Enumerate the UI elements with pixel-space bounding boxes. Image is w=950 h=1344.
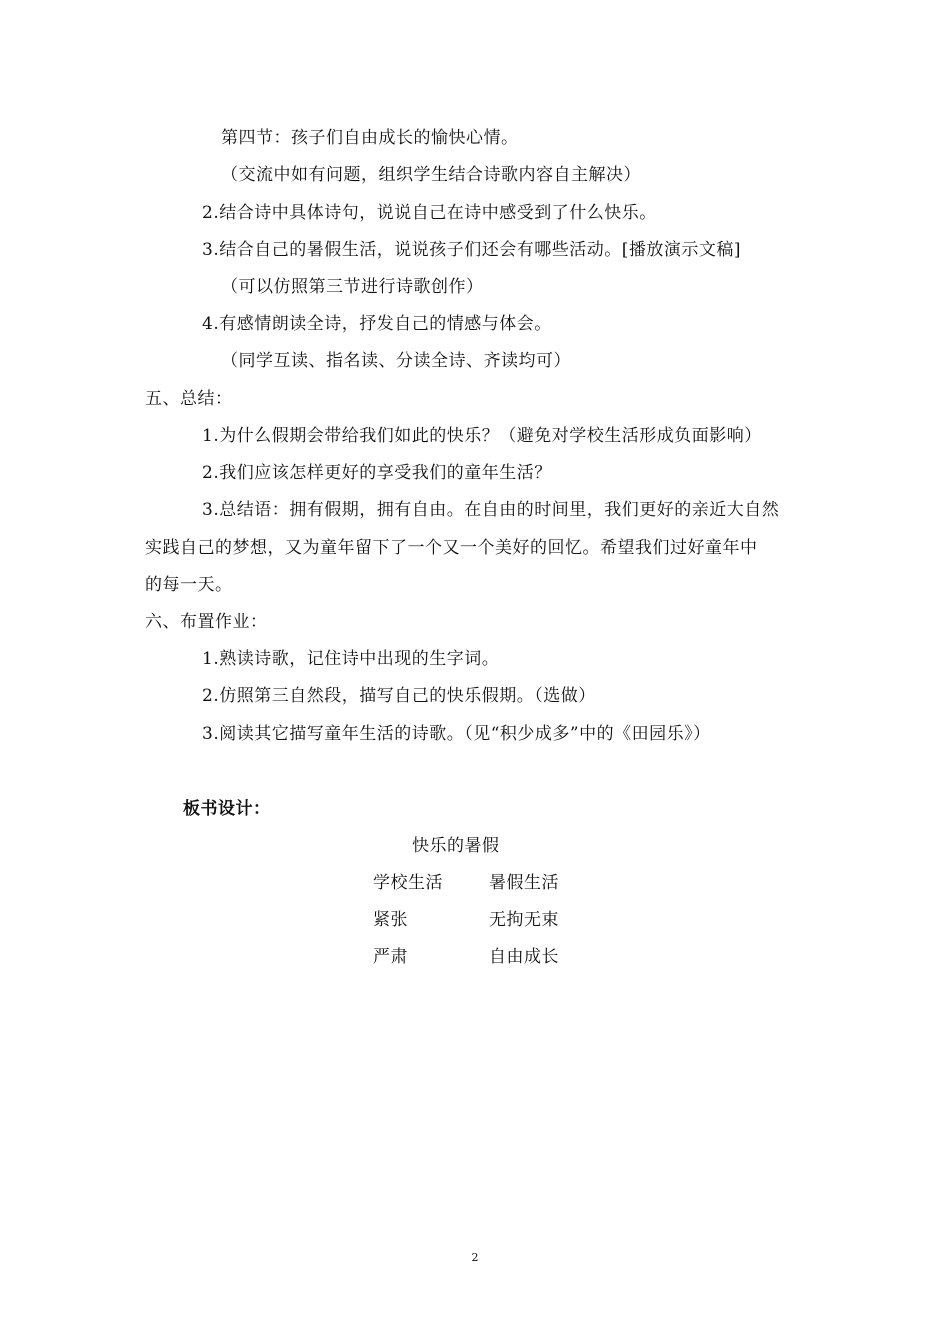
board-right-item: 自由成长 bbox=[489, 947, 559, 967]
board-left-item: 严肃 bbox=[373, 947, 408, 967]
paragraph-line: 的每一天。 bbox=[145, 575, 233, 595]
section-heading: 六、布置作业： bbox=[145, 612, 268, 632]
paragraph-line: 第四节：孩子们自由成长的愉快心情。 bbox=[221, 128, 519, 148]
board-right-item: 暑假生活 bbox=[489, 873, 559, 893]
paragraph-line: 3.阅读其它描写童年生活的诗歌。（见“积少成多”中的《田园乐》） bbox=[202, 724, 711, 744]
paragraph-line: 4.有感情朗读全诗，抒发自己的情感与体会。 bbox=[202, 314, 552, 334]
board-left-item: 紧张 bbox=[373, 910, 408, 930]
board-left-item: 学校生活 bbox=[373, 873, 443, 893]
paragraph-line: 2.结合诗中具体诗句，说说自己在诗中感受到了什么快乐。 bbox=[202, 203, 657, 223]
paragraph-line: 1.为什么假期会带给我们如此的快乐？（避免对学校生活形成负面影响） bbox=[202, 426, 762, 446]
board-design-heading: 板书设计： bbox=[183, 799, 271, 819]
paragraph-line: 3.总结语：拥有假期，拥有自由。在自由的时间里，我们更好的亲近大自然 bbox=[202, 500, 780, 520]
board-title: 快乐的暑假 bbox=[412, 836, 500, 856]
paragraph-line: 实践自己的梦想，又为童年留下了一个又一个美好的回忆。希望我们过好童年中 bbox=[145, 538, 758, 558]
paragraph-line: （可以仿照第三节进行诗歌创作） bbox=[221, 277, 484, 297]
paragraph-line: 3.结合自己的暑假生活，说说孩子们还会有哪些活动。[播放演示文稿] bbox=[202, 240, 741, 260]
paragraph-line: 2.仿照第三自然段，描写自己的快乐假期。（选做） bbox=[202, 686, 596, 706]
board-right-item: 无拘无束 bbox=[489, 910, 559, 930]
page-number: 2 bbox=[471, 1251, 479, 1264]
paragraph-line: （交流中如有问题，组织学生结合诗歌内容自主解决） bbox=[221, 165, 641, 185]
paragraph-line: 2.我们应该怎样更好的享受我们的童年生活？ bbox=[202, 463, 552, 483]
paragraph-line: （同学互读、指名读、分读全诗、齐读均可） bbox=[221, 351, 571, 371]
paragraph-line: 1.熟读诗歌，记住诗中出现的生字词。 bbox=[202, 649, 500, 669]
section-heading: 五、总结： bbox=[145, 389, 233, 409]
